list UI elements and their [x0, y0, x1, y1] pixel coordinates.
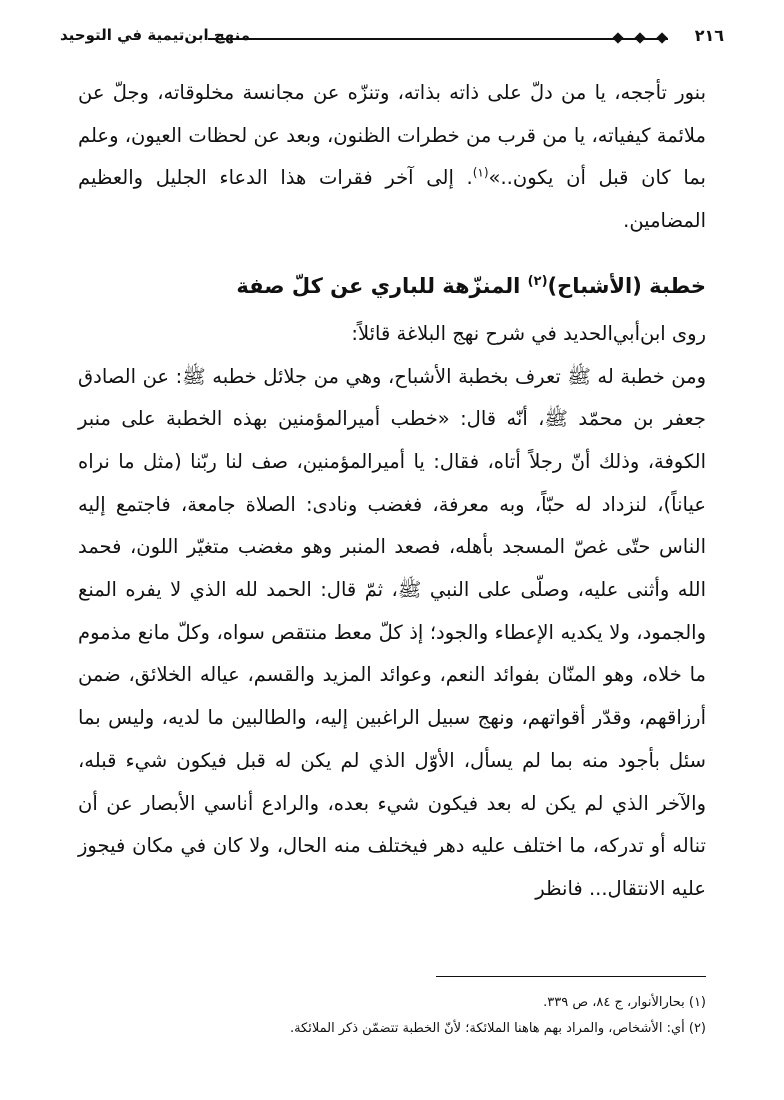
intro-line: روى ابن‌أبي‌الحديد في شرح نهج البلاغة قائلاً: [351, 321, 706, 345]
section-heading [78, 261, 706, 307]
footnotes [78, 990, 706, 1042]
footnote-2: (٢) أي: الأشخاص، والمراد بهم هاهنا الملائكة؛ لأنّ الخطبة تتضمّن ذكر الملائكة. [289, 1021, 706, 1036]
paragraph-text: . إلى آخر فقرات هذا الدعاء الجليل والعظيم المضامين. [78, 166, 706, 233]
page-number: ٢١٦ [694, 26, 724, 45]
footnote-ref-1: (١) [472, 165, 489, 180]
header-rule [208, 38, 668, 40]
header-ornament-dot [656, 32, 667, 43]
paragraph-text: بنور تأججه، يا من دلّ على ذاته بذاته، وتنزّه عن مجانسة مخلوقاته، وجلّ عن ملائمة كيفياته، يا من قرب من خطرات الظنون، وبعد عن لحظات العيون، وعلم بما كان قبل أن يكون..» [78, 81, 706, 190]
heading-text: المنزّهة للباري عن كلّ صفة [236, 273, 528, 298]
footnote-separator [436, 976, 706, 977]
body-text [78, 72, 706, 911]
header-ornament-dot [634, 32, 645, 43]
footnote-1: (١) بحارالأنوار، ج ٨٤، ص ٣٣٩. [543, 995, 706, 1010]
main-paragraph: ومن خطبة له ﷺ تعرف بخطبة الأشباح، وهي من جلائل خطبه ﷺ: عن الصادق جعفر بن محمّد ﷺ، أنّه قال: «خطب أميرالمؤمنين بهذه الخطبة على منبر الكوفة، وذلك أنّ رجلاً أتاه، فقال: يا أميرالمؤمنين، صف لنا ربّنا (مثل ما نراه عياناً)، لنزداد له حبّاً، وبه معرفة، فغضب ونادى: الصلاة جامعة، فاجتمع إليه الناس حتّى غصّ المسجد بأهله، فصعد المنبر وهو مغضب متغيّر اللون، فحمد الله وأثنى عليه، وصلّى على النبي ﷺ، ثمّ قال: الحمد لله الذي لا يفره المنع والجمود، ولا يكديه الإعطاء والجود؛ إذ كلّ معط منتقص سواه، وكلّ مانع مذموم ما خلاه، وهو المنّان بفوائد النعم، وعوائد المزيد والقسم، عياله الخلائق، ضمن أرزاقهم، وقدّر أقواتهم، ونهج سبيل الراغبين إليه، والطالبين ما لديه، وليس بما سئل بأجود منه بما لم يسأل، الأوّل الذي لم يكن له قبل فيكون شيء قبله، والآخر الذي لم يكن له بعد فيكون شيء بعده، والرادع أناسي الأبصار عن أن تناله أو تدركه، ما اختلف عليه دهر فيختلف منه الحال، ولا كان في مكان فيجوز عليه الانتقال... فانظر [78, 364, 706, 900]
running-header [60, 24, 724, 56]
paragraph-continuation [78, 72, 706, 243]
heading-text: خطبة (الأشباح) [547, 273, 706, 298]
running-title: منهج ابن‌تيمية في التوحيد [60, 26, 250, 44]
header-ornament-dot [612, 32, 623, 43]
footnote-ref-2: (٢) [527, 273, 548, 289]
